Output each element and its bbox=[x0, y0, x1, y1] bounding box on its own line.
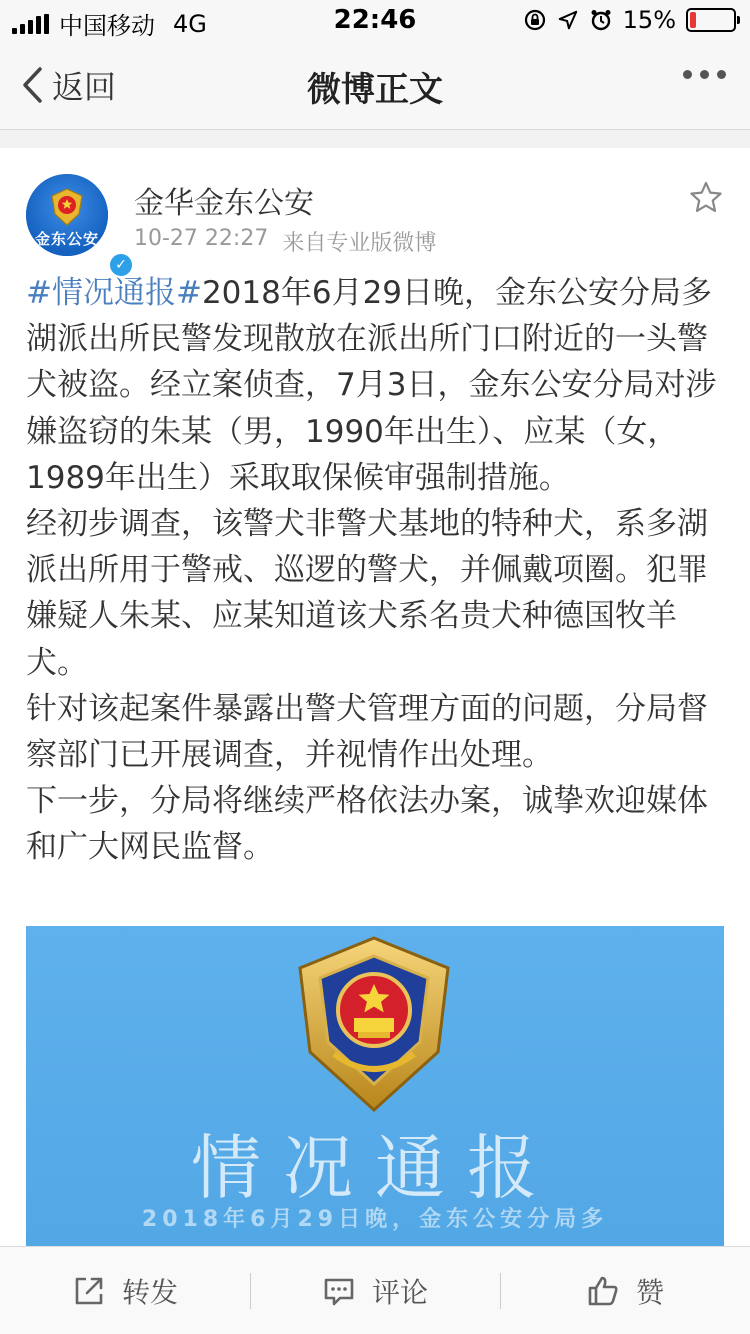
favorite-star-icon[interactable] bbox=[688, 180, 724, 216]
like-button[interactable] bbox=[500, 1247, 750, 1334]
comment-icon bbox=[322, 1274, 356, 1308]
comment-label: 评论 bbox=[371, 1275, 428, 1309]
avatar-text: 金东公安 bbox=[34, 230, 99, 248]
post-meta bbox=[134, 226, 436, 257]
bottom-action-bar bbox=[0, 1246, 750, 1334]
post-source: 来自专业版微博 bbox=[282, 231, 437, 256]
verified-badge-icon: ✓ bbox=[108, 252, 134, 278]
author-name[interactable]: 金华金东公安 bbox=[134, 186, 314, 221]
image-title: 情况通报 bbox=[191, 1127, 559, 1209]
post-paragraph bbox=[26, 270, 726, 501]
status-time: 22:46 bbox=[333, 5, 417, 35]
comment-button[interactable] bbox=[250, 1247, 500, 1334]
battery-icon bbox=[686, 8, 736, 32]
alarm-icon bbox=[589, 8, 613, 32]
repost-label: 转发 bbox=[121, 1275, 178, 1309]
post-image[interactable] bbox=[26, 926, 724, 1246]
avatar[interactable] bbox=[26, 174, 127, 273]
post-timestamp: 10-27 22:27 bbox=[134, 226, 269, 251]
post-paragraph: 针对该起案件暴露出警犬管理方面的问题，分局督察部门已开展调查，并视情作出处理。 bbox=[26, 690, 708, 774]
police-emblem-icon bbox=[288, 934, 460, 1114]
orientation-lock-icon bbox=[523, 8, 547, 32]
repost-button[interactable] bbox=[0, 1247, 250, 1334]
post-paragraph: 下一步，分局将继续严格依法办案，诚挚欢迎媒体和广大网民监督。 bbox=[26, 783, 708, 866]
more-dot-icon bbox=[717, 70, 726, 79]
hashtag-link[interactable]: #情况通报# bbox=[26, 275, 202, 311]
repost-icon bbox=[72, 1274, 106, 1308]
battery-percent: 15% bbox=[622, 6, 676, 34]
carrier-name: 中国移动 bbox=[59, 12, 155, 40]
post-paragraph: 经初步调查，该警犬非警犬基地的特种犬，系多湖派出所用于警戒、巡逻的警犬，并佩戴项圈。犯罪嫌疑人朱某、应某知道该犬系名贵犬种德国牧羊犬。 bbox=[26, 506, 708, 681]
more-dot-icon bbox=[683, 70, 692, 79]
police-emblem-icon bbox=[49, 188, 85, 226]
status-bar bbox=[0, 0, 750, 40]
page-title: 微博正文 bbox=[307, 70, 443, 110]
thumbs-up-icon bbox=[586, 1274, 620, 1308]
network-type: 4G bbox=[173, 9, 207, 38]
image-subtitle: 2018年6月29日晚，金东公安分局多 bbox=[141, 1207, 609, 1232]
location-icon bbox=[557, 9, 579, 31]
post-card bbox=[0, 148, 750, 1246]
nav-bar bbox=[0, 40, 750, 130]
post-body bbox=[26, 270, 726, 871]
post-paragraph-text: 2018年6月29日晚，金东公安分局多湖派出所民警发现散放在派出所门口附近的一头警犬被盗。经立案侦查，7月3日，金东公安分局对涉嫌盗窃的朱某（男，1990年出生）、应某（女，1989年出生）采取取保候审强制措施。 bbox=[26, 275, 717, 496]
more-dot-icon bbox=[700, 70, 709, 79]
like-label: 赞 bbox=[635, 1275, 664, 1309]
back-label: 返回 bbox=[52, 68, 117, 106]
more-options-button[interactable] bbox=[683, 70, 726, 79]
battery-level-fill bbox=[690, 12, 696, 28]
status-right bbox=[523, 6, 736, 34]
